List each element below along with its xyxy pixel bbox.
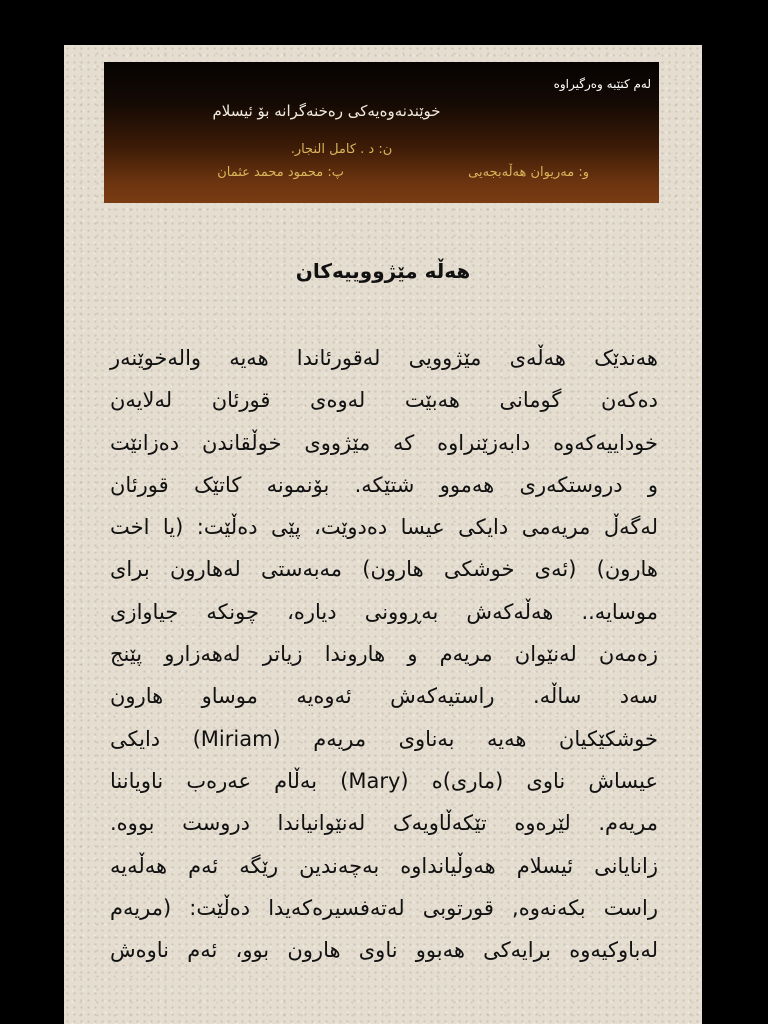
- banner-book-title: خوێندنەوەیەکی رەخنەگرانە بۆ ئیسلام: [212, 102, 441, 120]
- body-line: مریەم. لێرەوە تێکەڵاویەک لەنێوانیاندا دروست بووە.: [110, 811, 658, 836]
- banner-editor: پ: محمود محمد عثمان: [217, 165, 344, 180]
- banner-series-note: لەم کتێبە وەرگیراوە: [553, 77, 651, 91]
- body-line: دەکەن گومانی هەبێت لەوەی قورئان لەلایەن: [110, 388, 658, 413]
- body-line: هارون) (ئەی خوشکی هارون) مەبەستی لەهارون برای: [110, 557, 658, 582]
- banner-translator: و: مەریوان هەڵەبجەیی: [468, 165, 589, 180]
- body-line: سەد ساڵە. راستیەکەش ئەوەیە موساو هارون: [110, 684, 658, 709]
- section-heading: هەڵە مێژووییەکان: [295, 259, 471, 283]
- body-line: عیساش ناوی (ماری)ە (Mary) بەڵام عەرەب ناویاننا: [110, 768, 658, 793]
- body-line: لەباوکیەوە برایەکی هەبوو ناوی هارون بوو، ئەم ناوەش: [110, 938, 658, 963]
- body-line: راست بکەنەوە, قورتوبی لەتەفسیرەکەیدا دەڵێت: (مریەم: [110, 895, 658, 920]
- body-line: خوداییەکەوە دابەزێنراوە کە مێژووی خوڵقاندن دەزانێت: [110, 430, 658, 455]
- body-paragraph: [110, 337, 658, 971]
- body-line: زانایانی ئیسلام هەوڵیانداوە بەچەندین رێگە ئەم هەڵەیە: [110, 853, 658, 878]
- body-line: لەگەڵ مریەمی دایکی عیسا دەدوێت، پێی دەڵێت: (یا اخت: [110, 515, 658, 540]
- body-line: هەندێک هەڵەی مێژوویی لەقورئاندا هەیە والەخوێنەر: [110, 346, 658, 370]
- banner-author: ن: د . كامل النجار.: [290, 142, 393, 157]
- book-banner: [104, 62, 659, 203]
- body-line: و دروستکەری هەموو شتێکە. بۆنمونە کاتێک قورئان: [110, 472, 658, 497]
- document-page: [64, 45, 702, 1024]
- body-line: خوشکێکیان هەیە بەناوی مریەم (Miriam) دایکی: [110, 726, 659, 751]
- body-line: موسایە.. هەڵەکەش بەڕوونی دیارە، چونکە جیاوازی: [110, 599, 658, 624]
- body-line: زەمەن لەنێوان مریەم و هاروندا زیاتر لەهەزارو پێنج: [110, 642, 658, 667]
